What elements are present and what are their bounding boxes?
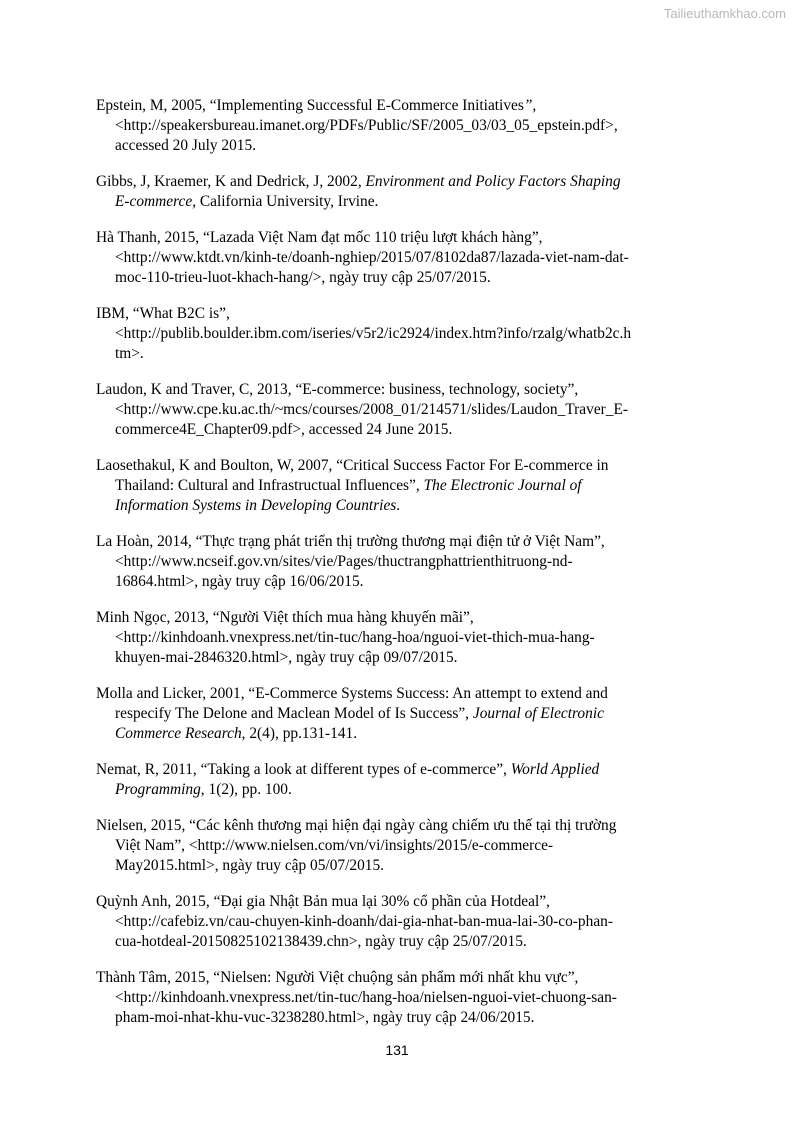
reference-item: Molla and Licker, 2001, “E-Commerce Systems Success: An attempt to extend and respecify The Delone and Maclean Model of Is Success”, Journal of Electronic Commerce Research, 2(4), pp.131-141. xyxy=(96,685,608,742)
reference-list xyxy=(96,96,706,1044)
reference-item: IBM, “What B2C is”, <http://publib.boulder.ibm.com/iseries/v5r2/ic2924/index.htm?info/rzalg/whatb2c.h tm>. xyxy=(96,305,632,362)
reference-item: Quỳnh Anh, 2015, “Đại gia Nhật Bản mua lại 30% cổ phần của Hotdeal”, <http://cafebiz.vn/cau-chuyen-kinh-doanh/dai-gia-nhat-ban-mua-lai-30-co-phan- cua-hotdeal-20150825102138439.chn>, ngày truy cập 25/07/2015. xyxy=(96,893,613,950)
reference-item: La Hoàn, 2014, “Thực trạng phát triển thị trường thương mại điện tử ở Việt Nam”, <http://www.ncseif.gov.vn/sites/vie/Pages/thuctrangphattrienthitruong-nd- 16864.html>, ngày truy cập 16/06/2015. xyxy=(96,533,605,590)
reference-item: Minh Ngọc, 2013, “Người Việt thích mua hàng khuyến mãi”, <http://kinhdoanh.vnexpress.net/tin-tuc/hang-hoa/nguoi-viet-thich-mua-hang- khuyen-mai-2846320.html>, ngày truy cập 09/07/2015. xyxy=(96,609,595,666)
reference-item: Hà Thanh, 2015, “Lazada Việt Nam đạt mốc 110 triệu lượt khách hàng”, <http://www.ktdt.vn/kinh-te/doanh-nghiep/2015/07/8102da87/lazada-viet-nam-dat- moc-110-trieu-luot-khach-hang/>, ngày truy cập 25/07/2015. xyxy=(96,229,629,286)
reference-item: Laosethakul, K and Boulton, W, 2007, “Critical Success Factor For E-commerce in Thailand: Cultural and Infrastructual Influences”, The Electronic Journal of Information Systems in Developing Countries. xyxy=(96,457,609,514)
reference-item: Epstein, M, 2005, “Implementing Successful E-Commerce Initiatives”, <http://speakersbureau.imanet.org/PDFs/Public/SF/2005_03/03_05_epstein.pdf>, accessed 20 July 2015. xyxy=(96,97,618,154)
reference-item: Thành Tâm, 2015, “Nielsen: Người Việt chuộng sản phẩm mới nhất khu vực”, <http://kinhdoanh.vnexpress.net/tin-tuc/hang-hoa/nielsen-nguoi-viet-chuong-san- pham-moi-nhat-khu-vuc-3238280.html>, ngày truy cập 24/06/2015. xyxy=(96,969,617,1026)
watermark: Tailieuthamkhao.com xyxy=(663,6,786,21)
reference-item: Gibbs, J, Kraemer, K and Dedrick, J, 2002, Environment and Policy Factors Shaping E-commerce, California University, Irvine. xyxy=(96,173,621,210)
reference-item: Nielsen, 2015, “Các kênh thương mại hiện đại ngày càng chiếm ưu thế tại thị trường Việt Nam”, <http://www.nielsen.com/vn/vi/insights/2015/e-commerce- May2015.html>, ngày truy cập 05/07/2015. xyxy=(96,817,617,874)
page-number: 131 xyxy=(385,1042,409,1058)
reference-item: Laudon, K and Traver, C, 2013, “E-commerce: business, technology, society”, <http://www.cpe.ku.ac.th/~mcs/courses/2008_01/214571/slides/Laudon_Traver_E- commerce4E_Chapter09.pdf>, accessed 24 June 2015. xyxy=(96,381,628,438)
reference-item: Nemat, R, 2011, “Taking a look at different types of e-commerce”, World Applied Programming, 1(2), pp. 100. xyxy=(96,761,600,798)
